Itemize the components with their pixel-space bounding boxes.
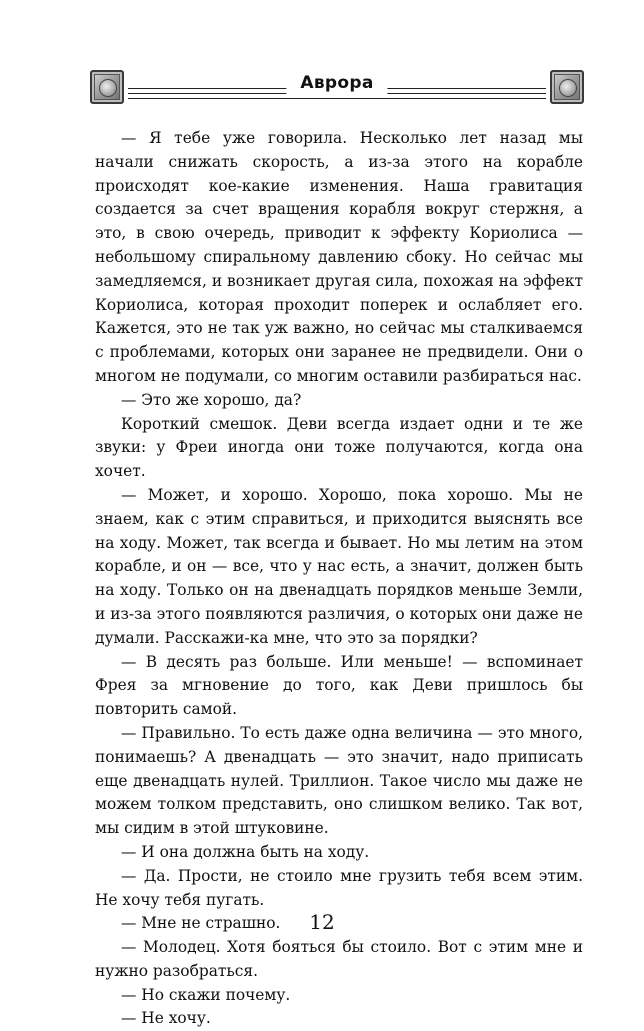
paragraph: — Мне не страшно.: [121, 914, 281, 933]
medallion-icon: [559, 79, 577, 97]
right-emblem: [550, 70, 584, 104]
body-text: [95, 127, 583, 1031]
paragraph: — Правильно. То есть даже одна величина — это много, понимаешь? А двенадцать — это значит, надо приписать еще двенадцать нулей. Триллион. Такое число мы даже не можем толком представить, оно слишком велико. Так вот, мы сидим в этой штуковине.: [95, 723, 583, 838]
paragraph: — Я тебе уже говорила. Несколько лет назад мы начали снижать скорость, а из-за этого на корабле происходят кое-какие изменения. Наша гравитация создается за счет вращения корабля вокруг стержня, а это, в свою очередь, приводит к эффекту Кориолиса — небольшому спиральному давлению сбоку. Но сейчас мы замедляемся, и возникает другая сила, похожая на эффект Кориолиса, которая проходит поперек и ослабляет его. Кажется, это не так уж важно, но сейчас мы сталкиваемся с проблемами, которых они заранее не предвидели. Они о многом не подумали, со многим оставили разбираться нас.: [95, 129, 583, 385]
paragraph: — Не хочу.: [121, 1009, 211, 1028]
paragraph: Короткий смешок. Деви всегда издает одни и те же звуки: у Фреи иногда они тоже получаются, когда она хочет.: [95, 414, 583, 481]
left-emblem: [90, 70, 124, 104]
book-title: Аврора: [286, 72, 387, 94]
paragraph: — Это же хорошо, да?: [121, 390, 302, 409]
page-number: 12: [309, 910, 335, 934]
paragraph: — Может, и хорошо. Хорошо, пока хорошо. Мы не знаем, как с этим справиться, и приходится выяснять все на ходу. Может, так всегда и бывает. Но мы летим на этом корабле, и он — все, что у нас есть, а значит, должен быть на ходу. Только он на двенадцать порядков меньше Земли, и из-за этого появляются различия, о которых они даже не думали. Расскажи-ка мне, что это за порядки?: [95, 485, 583, 647]
header-rule: [128, 98, 546, 99]
paragraph: — Молодец. Хотя бояться бы стоило. Вот с этим мне и нужно разобраться.: [95, 938, 583, 980]
medallion-icon: [99, 79, 117, 97]
paragraph: — Да. Прости, не стоило мне грузить тебя всем этим. Не хочу тебя пугать.: [95, 866, 583, 909]
paragraph: — И она должна быть на ходу.: [121, 842, 370, 861]
running-header: [90, 70, 584, 110]
paragraph: — В десять раз больше. Или меньше! — вспоминает Фрея за мгновение до того, как Деви пришлось бы повторить самой.: [95, 652, 583, 719]
paragraph: — Но скажи почему.: [121, 985, 291, 1004]
